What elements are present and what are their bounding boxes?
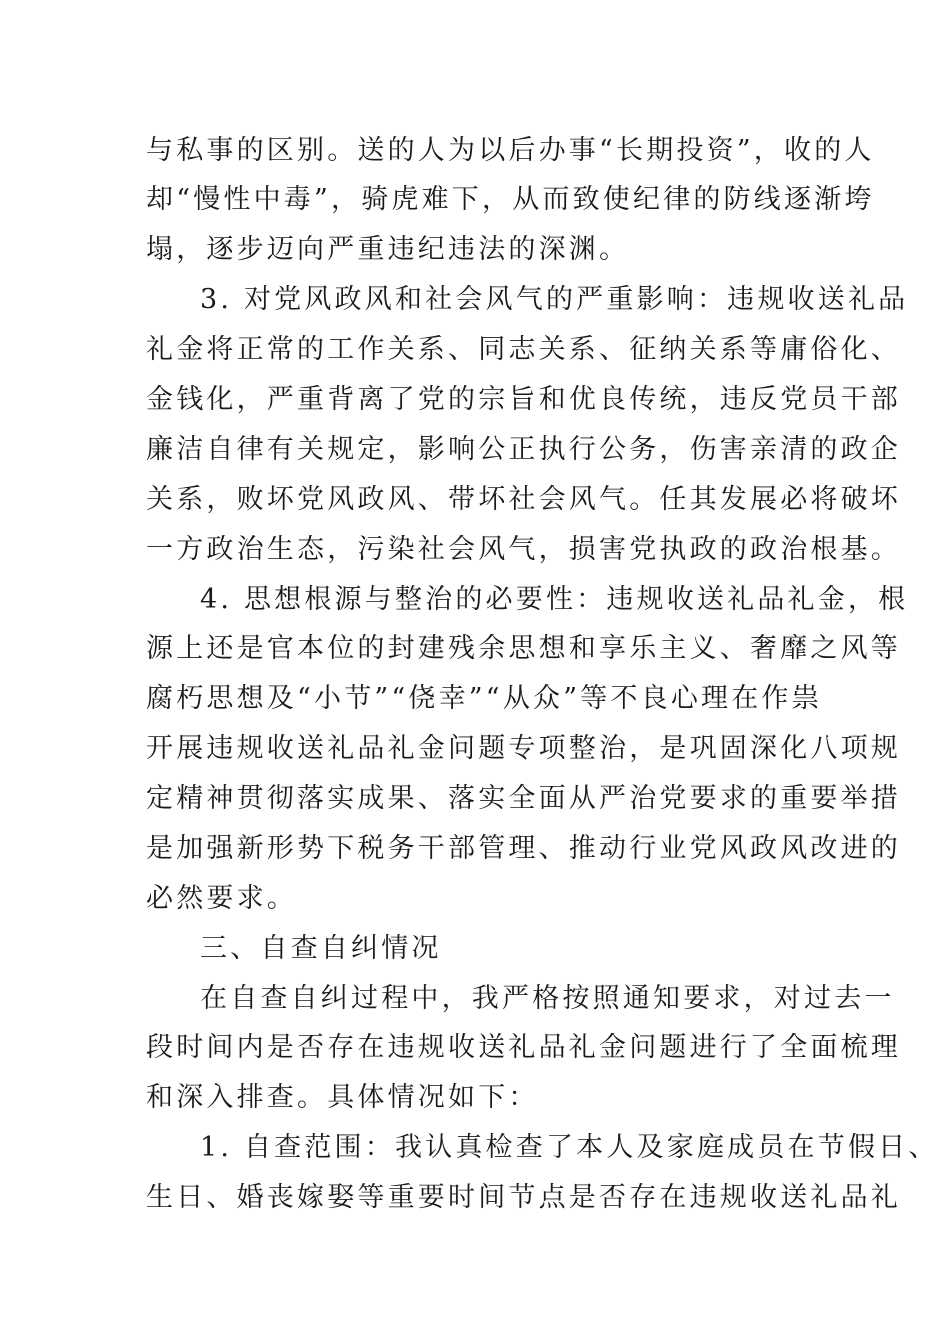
text-line: 廉洁自律有关规定，影响公正执行公务，伤害亲清的政企: [146, 434, 901, 465]
text-line: 与私事的区别。送的人为以后办事“长期投资”，收的人: [146, 135, 875, 166]
paragraph-1-start: 1. 自查范围：我认真检查了本人及家庭成员在节假日、: [200, 1132, 939, 1163]
text-line: 和深入排查。具体情况如下：: [146, 1082, 539, 1113]
text-line: 一方政治生态，污染社会风气，损害党执政的政治根基。: [146, 534, 901, 565]
section-heading: 三、自查自纠情况: [200, 933, 442, 964]
text-line: 礼金将正常的工作关系、同志关系、征纳关系等庸俗化、: [146, 334, 901, 365]
text-line: 关系，败坏党风政风、带坏社会风气。任其发展必将破坏: [146, 484, 901, 515]
paragraph-3-start: 3. 对党风政风和社会风气的严重影响：违规收送礼品: [200, 284, 909, 315]
text-line: 却“慢性中毒”，骑虎难下，从而致使纪律的防线逐渐垮: [146, 184, 875, 215]
text-line: 定精神贯彻落实成果、落实全面从严治党要求的重要举措: [146, 783, 901, 814]
text-line: 金钱化，严重背离了党的宗旨和优良传统，违反党员干部: [146, 384, 901, 415]
text-line: 是加强新形势下税务干部管理、推动行业党风政风改进的: [146, 833, 901, 864]
paragraph-start: 在自查自纠过程中，我严格按照通知要求，对过去一: [200, 983, 895, 1014]
text-line: 腐朽思想及“小节”“侥幸”“从众”等不良心理在作祟: [146, 683, 822, 714]
text-line: 必然要求。: [146, 883, 297, 914]
text-line: 源上还是官本位的封建残余思想和享乐主义、奢靡之风等: [146, 633, 901, 664]
paragraph-4-start: 4. 思想根源与整治的必要性：违规收送礼品礼金，根: [200, 584, 909, 615]
text-line: 段时间内是否存在违规收送礼品礼金问题进行了全面梳理: [146, 1032, 901, 1063]
text-line: 生日、婚丧嫁娶等重要时间节点是否存在违规收送礼品礼: [146, 1182, 901, 1213]
text-line: 开展违规收送礼品礼金问题专项整治，是巩固深化八项规: [146, 733, 901, 764]
text-line: 塌，逐步迈向严重违纪违法的深渊。: [146, 234, 630, 265]
